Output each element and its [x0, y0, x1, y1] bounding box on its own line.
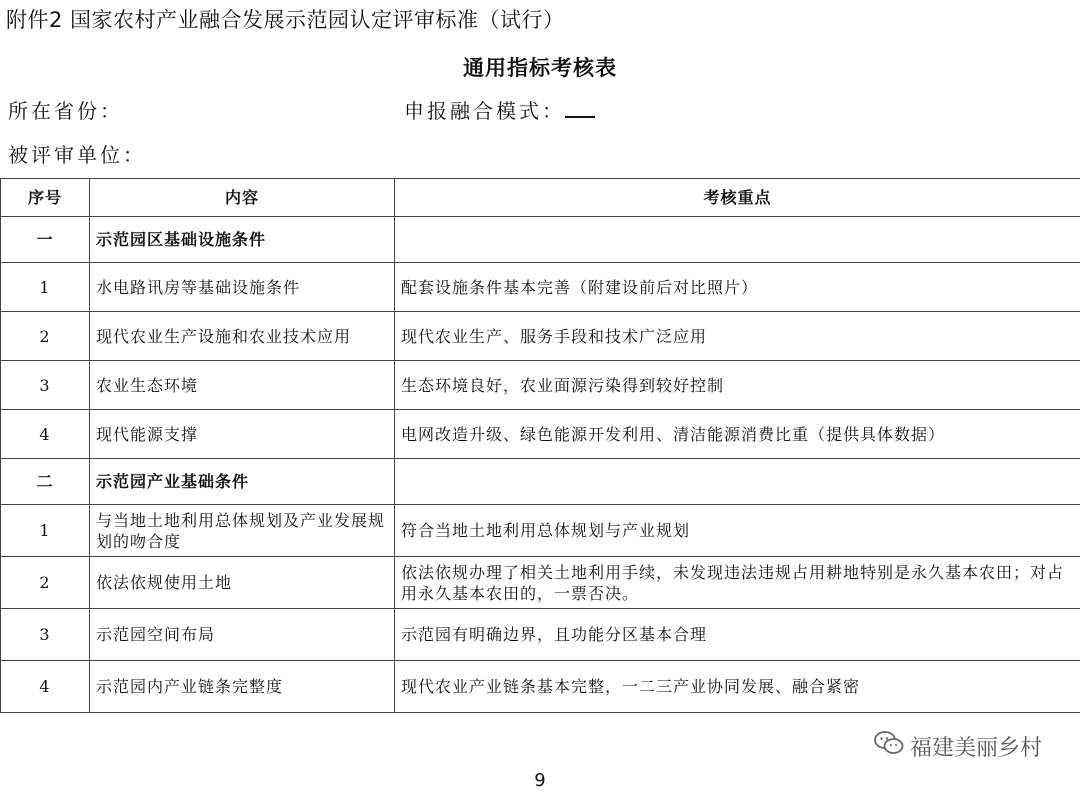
- row-number: 1: [1, 263, 90, 312]
- section-title: 示范园区基础设施条件: [90, 217, 395, 263]
- fusion-mode-label: 申报融合模式：: [404, 99, 565, 123]
- evaluated-unit-field: [8, 139, 146, 168]
- row-focus: 电网改造升级、绿色能源开发利用、清洁能源消费比重（提供具体数据）: [395, 410, 1080, 459]
- row-number: 3: [1, 609, 90, 661]
- section-title: 示范园产业基础条件: [90, 459, 395, 505]
- watermark-text: 福建美丽乡村: [909, 735, 1042, 761]
- row-content: 水电路讯房等基础设施条件: [90, 263, 395, 312]
- row-content: 现代农业生产设施和农业技术应用: [90, 312, 395, 361]
- header-focus: 考核重点: [395, 179, 1080, 217]
- row-focus: 现代农业生产、服务手段和技术广泛应用: [395, 312, 1080, 361]
- table-row: [1, 263, 1080, 312]
- row-number: 2: [1, 557, 90, 609]
- row-number: 4: [1, 410, 90, 459]
- table-row: [1, 661, 1080, 713]
- row-focus: 依法依规办理了相关土地利用手续，未发现违法违规占用耕地特别是永久基本农田；对占用永久基本农田的，一票否决。: [395, 557, 1080, 609]
- evaluated-unit-label: 被评审单位：: [8, 143, 146, 167]
- watermark: [874, 730, 1042, 762]
- row-content: 现代能源支撑: [90, 410, 395, 459]
- row-number: 3: [1, 361, 90, 410]
- row-content: 示范园内产业链条完整度: [90, 661, 395, 713]
- row-number: 1: [1, 505, 90, 557]
- row-number: 4: [1, 661, 90, 713]
- table-header-row: [1, 179, 1080, 217]
- table-row: [1, 361, 1080, 410]
- section-number: 一: [1, 217, 90, 263]
- row-content: 农业生态环境: [90, 361, 395, 410]
- fusion-mode-blank: [565, 98, 595, 118]
- row-focus: 示范园有明确边界，且功能分区基本合理: [395, 609, 1080, 661]
- row-content: 示范园空间布局: [90, 609, 395, 661]
- row-content: 与当地土地利用总体规划及产业发展规划的吻合度: [90, 505, 395, 557]
- section-number: 二: [1, 459, 90, 505]
- table-row: [1, 312, 1080, 361]
- row-focus: 现代农业产业链条基本完整，一二三产业协同发展、融合紧密: [395, 661, 1080, 713]
- province-field: [8, 95, 123, 124]
- table-row: [1, 505, 1080, 557]
- fusion-mode-field: [404, 95, 595, 124]
- table-subtitle: 通用指标考核表: [463, 55, 617, 80]
- header-content: 内容: [90, 179, 395, 217]
- table-row: [1, 557, 1080, 609]
- row-focus: 符合当地土地利用总体规划与产业规划: [395, 505, 1080, 557]
- page-number: 9: [534, 770, 546, 791]
- indicator-table: [0, 178, 1080, 713]
- table-row: [1, 410, 1080, 459]
- row-number: 2: [1, 312, 90, 361]
- row-focus: 生态环境良好，农业面源污染得到较好控制: [395, 361, 1080, 410]
- header-serial: 序号: [1, 179, 90, 217]
- document-heading: 附件2 国家农村产业融合发展示范园认定评审标准（试行）: [6, 8, 565, 32]
- section-empty-cell: [395, 217, 1080, 263]
- section-empty-cell: [395, 459, 1080, 505]
- province-label: 所在省份：: [8, 99, 123, 123]
- section-row: [1, 459, 1080, 505]
- row-focus: 配套设施条件基本完善（附建设前后对比照片）: [395, 263, 1080, 312]
- table-row: [1, 609, 1080, 661]
- row-content: 依法依规使用土地: [90, 557, 395, 609]
- section-row: [1, 217, 1080, 263]
- wechat-icon: [874, 730, 904, 762]
